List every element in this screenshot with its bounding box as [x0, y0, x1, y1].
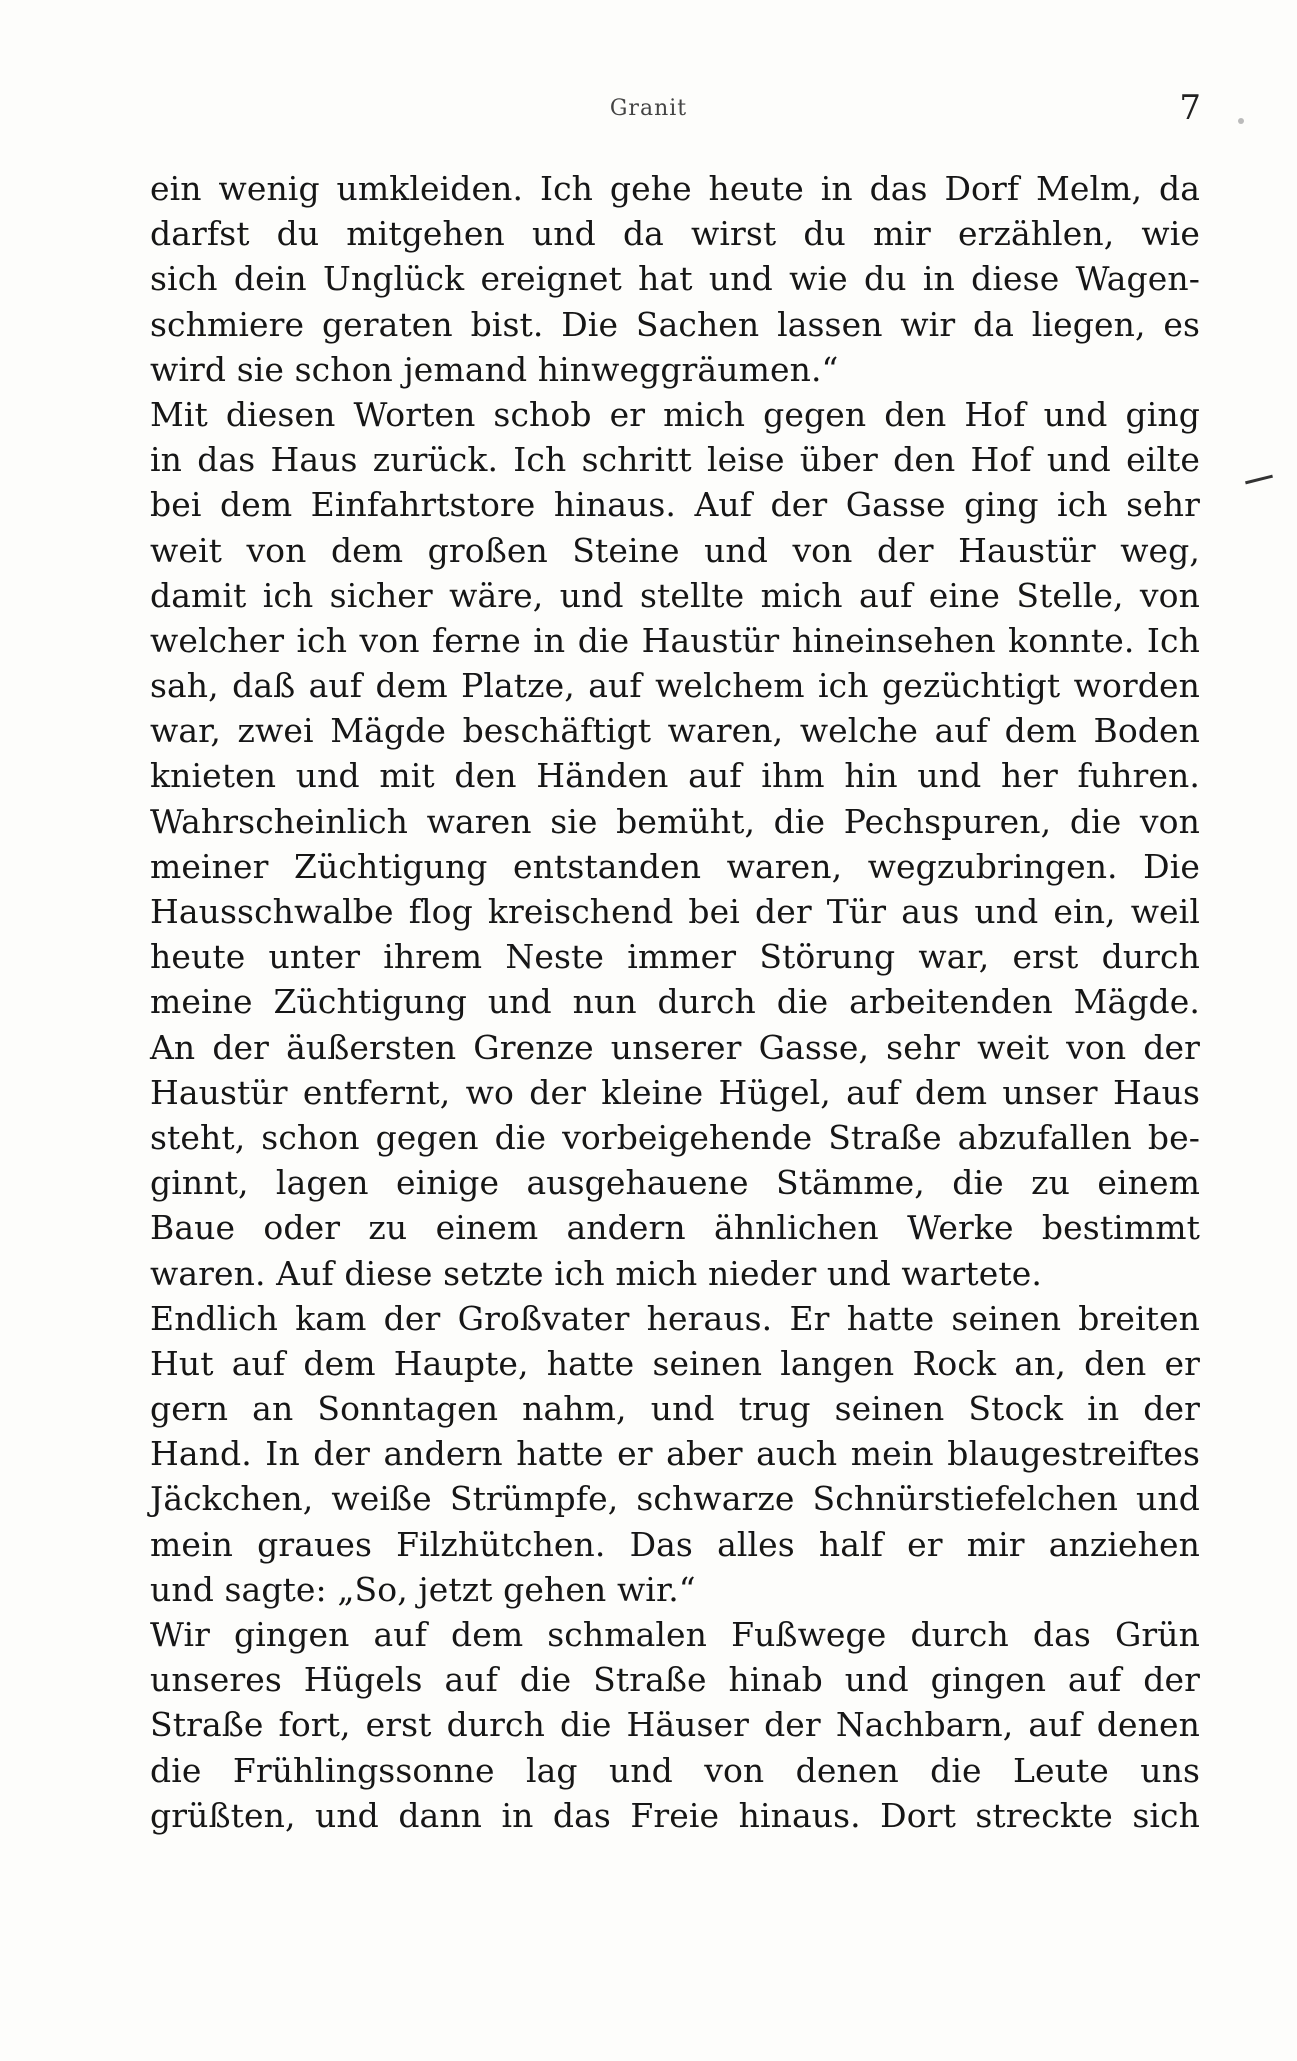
text-line: in das Haus zurück. Ich schritt leise über den Hof und eilte: [150, 440, 1200, 480]
text-line: Hand. In der andern hatte er aber auch mein blaugestreiftes: [150, 1434, 1200, 1474]
text-line: An der äußersten Grenze unserer Gasse, sehr weit von der: [150, 1027, 1200, 1067]
text-line: meiner Züchtigung entstanden waren, wegzubringen. Die: [150, 846, 1200, 886]
running-title: Granit: [609, 96, 688, 121]
text-line: Haustür entfernt, wo der kleine Hügel, auf dem unser Haus: [150, 1072, 1200, 1112]
text-line: darfst du mitgehen und da wirst du mir erzählen, wie: [150, 214, 1200, 254]
text-line: welcher ich von ferne in die Haustür hineinsehen konnte. Ich: [150, 620, 1200, 660]
text-line: weit von dem großen Steine und von der Haustür weg,: [150, 530, 1200, 570]
text-line: Jäckchen, weiße Strümpfe, schwarze Schnürstiefelchen und: [150, 1479, 1200, 1519]
text-line: ein wenig umkleiden. Ich gehe heute in das Dorf Melm, da: [150, 169, 1200, 208]
body-text: [150, 166, 1200, 1838]
scan-speck: [1238, 118, 1244, 124]
margin-pencil-mark: [1245, 475, 1273, 485]
text-line: Wir gingen auf dem schmalen Fußwege durch das Grün: [150, 1615, 1200, 1654]
text-line: bei dem Einfahrtstore hinaus. Auf der Gasse ging ich sehr: [150, 485, 1200, 525]
text-line: ginnt, lagen einige ausgehauene Stämme, die zu einem: [150, 1163, 1200, 1203]
text-line: Mit diesen Worten schob er mich gegen den Hof und ging: [150, 394, 1200, 434]
text-line: und sagte: „So, jetzt gehen wir.“: [150, 1569, 696, 1609]
text-line: damit ich sicher wäre, und stellte mich auf eine Stelle, von: [150, 575, 1200, 615]
text-line: Wahrscheinlich waren sie bemüht, die Pechspuren, die von: [150, 801, 1200, 841]
text-line: Baue oder zu einem andern ähnlichen Werke bestimmt: [150, 1208, 1200, 1248]
text-line: sah, daß auf dem Platze, auf welchem ich gezüchtigt worden: [150, 666, 1200, 706]
text-line: grüßten, und dann in das Freie hinaus. Dort streckte sich: [150, 1795, 1200, 1835]
text-line: unseres Hügels auf die Straße hinab und gingen auf der: [150, 1660, 1200, 1700]
text-line: die Frühlingssonne lag und von denen die Leute uns: [150, 1750, 1200, 1790]
text-line: Straße fort, erst durch die Häuser der Nachbarn, auf denen: [150, 1705, 1200, 1745]
text-line: Hut auf dem Haupte, hatte seinen langen Rock an, den er: [150, 1343, 1200, 1383]
text-line: Hausschwalbe flog kreischend bei der Tür aus und ein, weil: [150, 892, 1200, 931]
page-number: 7: [1179, 88, 1201, 128]
text-line: wird sie schon jemand hinweggräumen.“: [150, 349, 839, 389]
text-line: meine Züchtigung und nun durch die arbeitenden Mägde.: [150, 982, 1200, 1022]
text-line: gern an Sonntagen nahm, und trug seinen Stock in der: [150, 1389, 1200, 1429]
text-line: knieten und mit den Händen auf ihm hin und her fuhren.: [150, 756, 1200, 796]
text-line: schmiere geraten bist. Die Sachen lassen wir da liegen, es: [150, 304, 1200, 344]
text-line: heute unter ihrem Neste immer Störung war, erst durch: [150, 937, 1200, 977]
text-line: sich dein Unglück ereignet hat und wie du in diese Wagen-: [150, 259, 1200, 299]
text-line: steht, schon gegen die vorbeigehende Straße abzufallen be-: [150, 1117, 1200, 1157]
text-line: war, zwei Mägde beschäftigt waren, welche auf dem Boden: [150, 711, 1200, 751]
text-line: mein graues Filzhütchen. Das alles half er mir anziehen: [150, 1524, 1200, 1564]
text-line: Endlich kam der Großvater heraus. Er hatte seinen breiten: [150, 1298, 1200, 1338]
text-line: waren. Auf diese setzte ich mich nieder und wartete.: [150, 1253, 1042, 1293]
